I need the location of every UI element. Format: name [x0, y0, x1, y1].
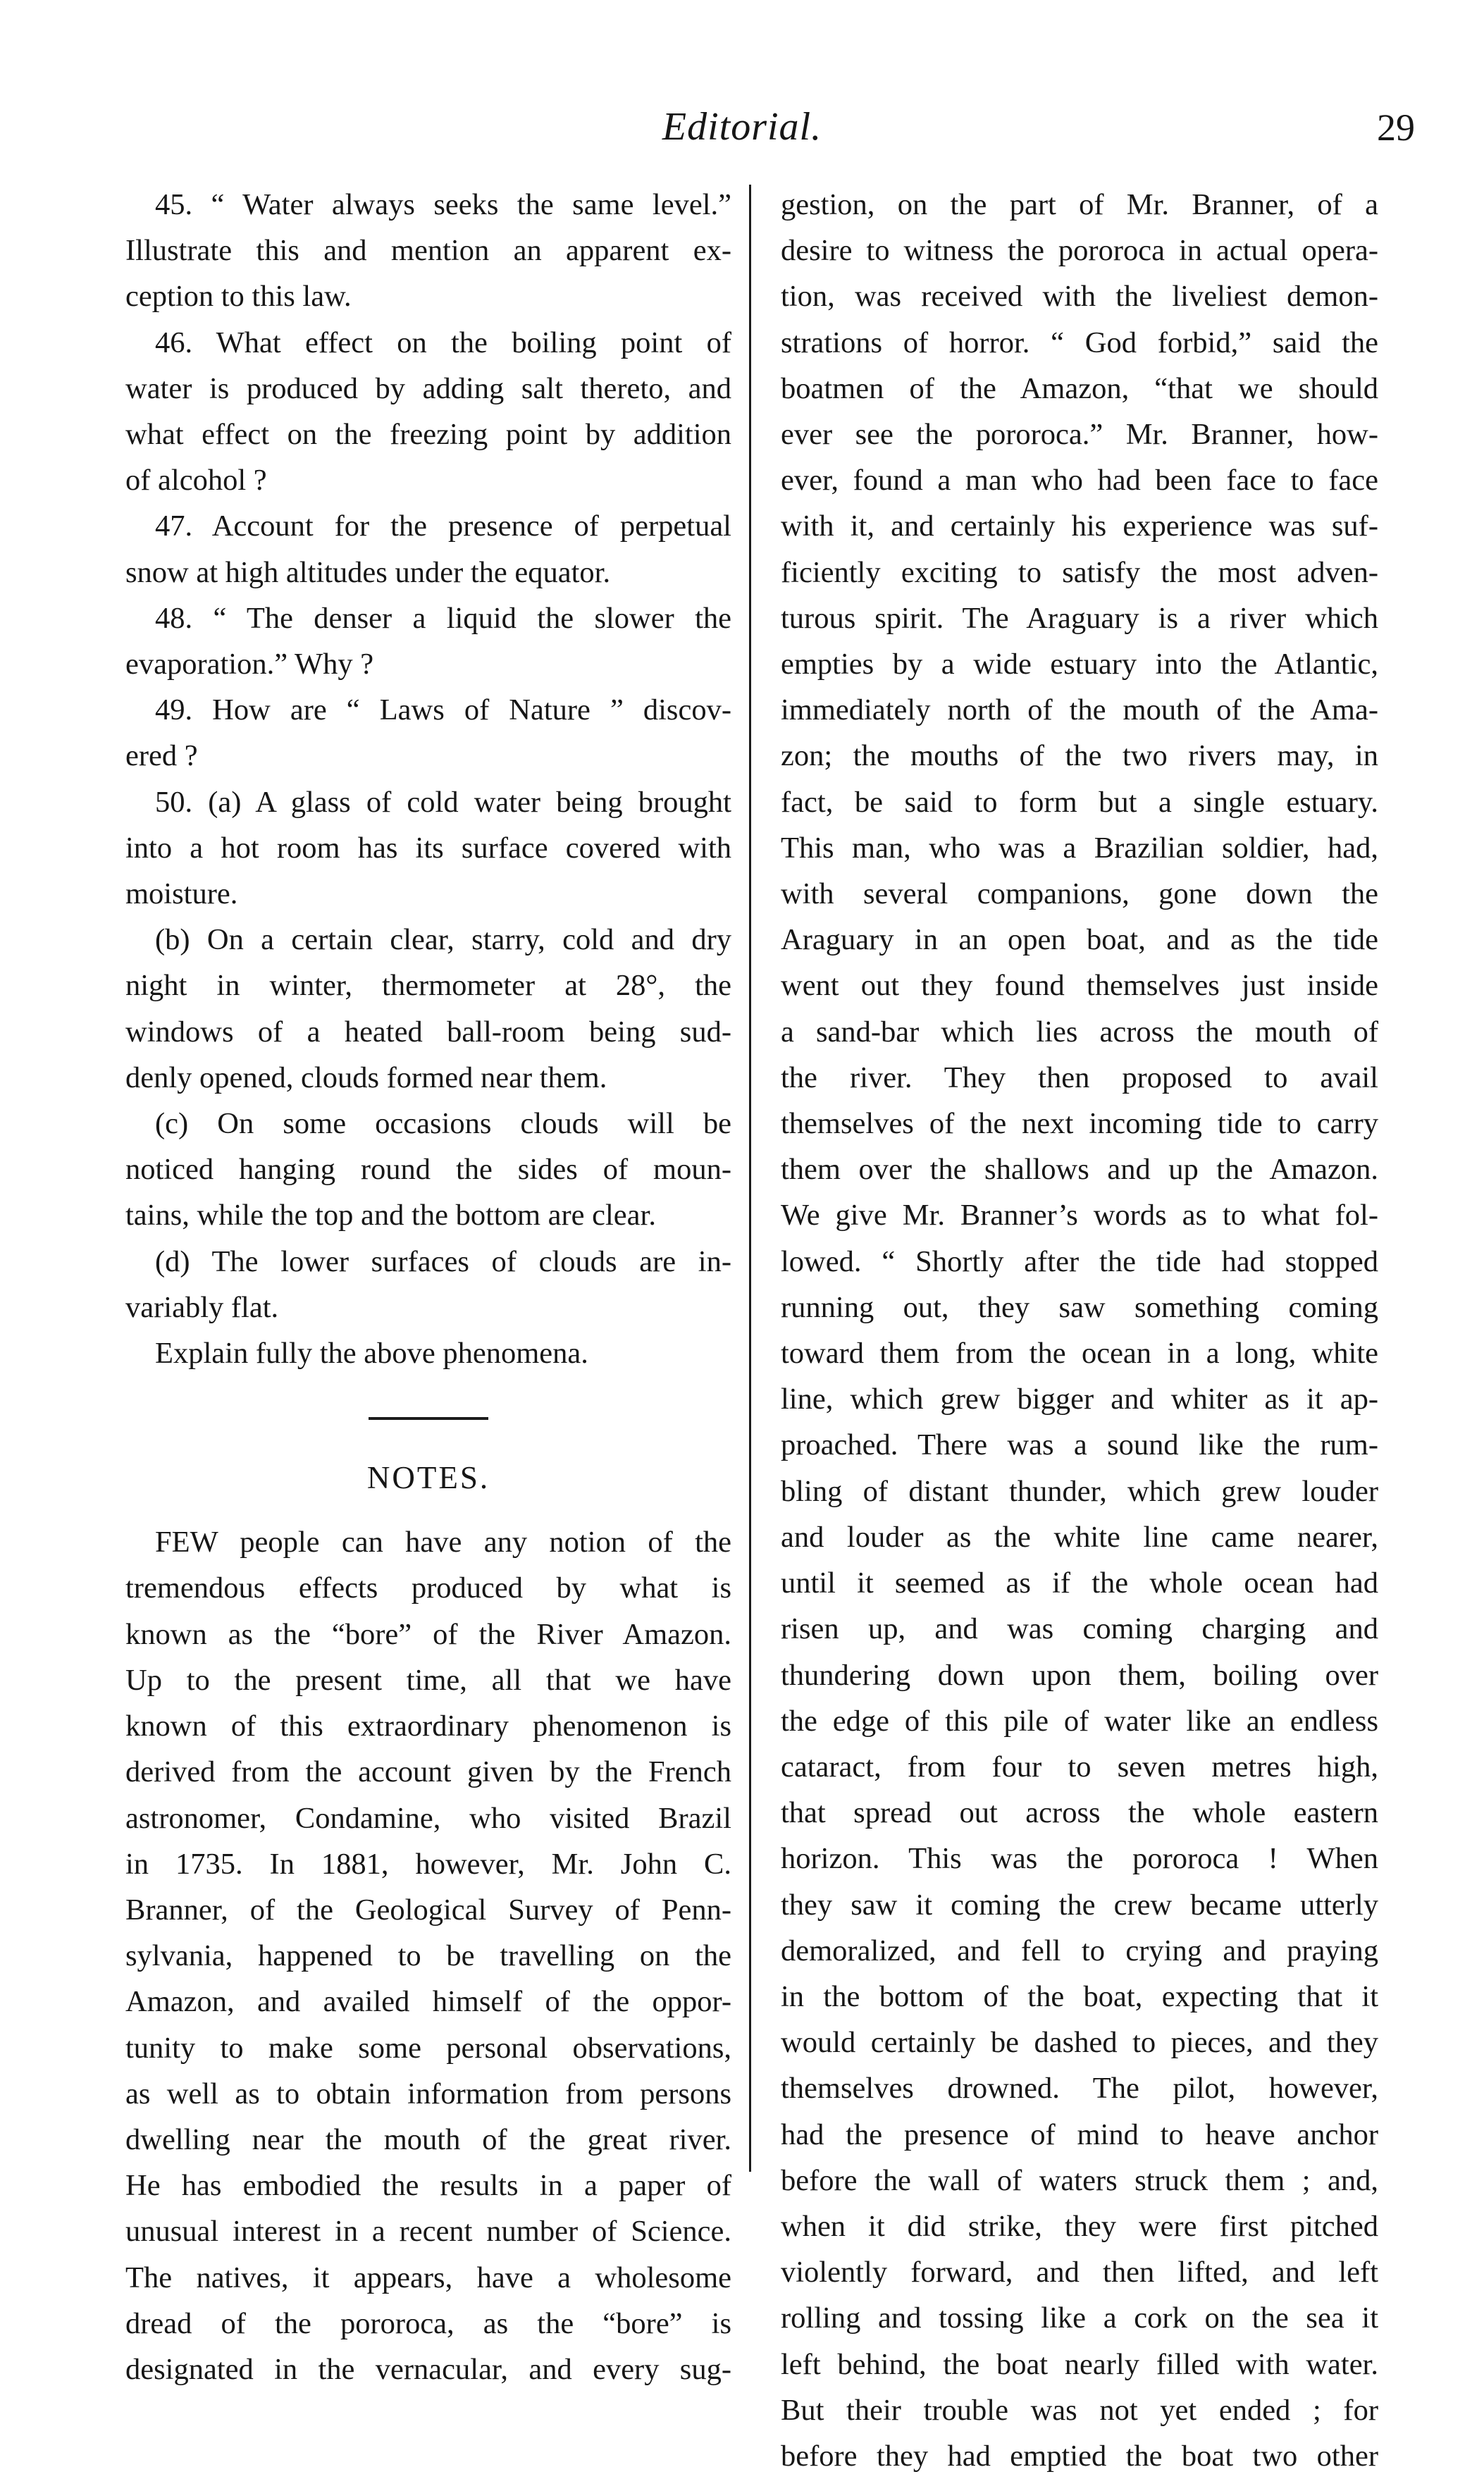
page-number: 29	[1377, 106, 1415, 149]
text-line: designated in the vernacular, and every sug-	[125, 2352, 731, 2386]
text-line: demoralized, and fell to crying and praying	[781, 1934, 1378, 1967]
notes-heading: NOTES.	[366, 1460, 490, 1496]
text-line: they saw it coming the crew became utterly	[781, 1888, 1378, 1922]
text-line: before they had emptied the boat two other	[781, 2439, 1378, 2473]
text-line: ception to this law.	[125, 280, 352, 314]
text-line: left behind, the boat nearly filled with water.	[781, 2347, 1378, 2381]
text-line: dread of the pororoca, as the “bore” is	[125, 2306, 731, 2340]
text-line: boatmen of the Amazon, “that we should	[781, 371, 1378, 405]
text-line: tremendous effects produced by what is	[125, 1571, 731, 1605]
text-line: immediately north of the mouth of the Ama-	[781, 693, 1378, 727]
text-line: went out they found themselves just inside	[781, 969, 1378, 1003]
text-line: ever see the pororoca.” Mr. Branner, how-	[781, 418, 1378, 452]
text-line: horizon. This was the pororoca ! When	[781, 1842, 1378, 1876]
text-line: rolling and tossing like a cork on the sea it	[781, 2301, 1378, 2335]
text-line: toward them from the ocean in a long, white	[781, 1337, 1378, 1371]
text-line: of alcohol ?	[125, 464, 267, 497]
text-line: tion, was received with the liveliest demon-	[781, 280, 1378, 314]
notes-text-right	[781, 182, 1378, 2479]
text-line: snow at high altitudes under the equator.	[125, 555, 611, 589]
text-line: in 1735. In 1881, however, Mr. John C.	[125, 1847, 731, 1881]
text-line: empties by a wide estuary into the Atlantic,	[781, 648, 1378, 681]
text-line: a sand-bar which lies across the mouth of	[781, 1015, 1378, 1049]
text-line: Araguary in an open boat, and as the tide	[781, 923, 1378, 957]
text-line: astronomer, Condamine, who visited Brazil	[125, 1801, 731, 1835]
text-line: desire to witness the pororoca in actual opera-	[781, 234, 1378, 268]
text-line: 49. How are “ Laws of Nature ” discov-	[155, 693, 731, 727]
text-line: 48. “ The denser a liquid the slower the	[155, 601, 731, 635]
text-line: Branner, of the Geological Survey of Penn-	[125, 1893, 731, 1927]
text-line: The natives, it appears, have a wholesome	[125, 2261, 731, 2294]
section-divider	[369, 1417, 488, 1420]
text-line: variably flat.	[125, 1290, 279, 1324]
text-line: and louder as the white line came nearer,	[781, 1520, 1378, 1554]
text-line: ered ?	[125, 739, 198, 773]
text-line: that spread out across the whole eastern	[781, 1796, 1378, 1830]
text-line: into a hot room has its surface covered with	[125, 831, 731, 865]
text-line: what effect on the freezing point by addition	[125, 418, 731, 452]
text-line: sylvania, happened to be travelling on the	[125, 1939, 731, 1973]
text-line: running out, they saw something coming	[781, 1290, 1378, 1324]
text-line: night in winter, thermometer at 28°, the	[125, 969, 731, 1003]
text-line: Up to the present time, all that we have	[125, 1663, 731, 1697]
text-line: Explain fully the above phenomena.	[155, 1337, 588, 1371]
text-line: ficiently exciting to satisfy the most adven-	[781, 555, 1378, 589]
text-line: Amazon, and availed himself of the oppor-	[125, 1985, 731, 2019]
text-line: line, which grew bigger and whiter as it ap-	[781, 1383, 1378, 1416]
text-line: (b) On a certain clear, starry, cold and dry	[155, 923, 731, 957]
text-line: bling of distant thunder, which grew louder	[781, 1474, 1378, 1508]
text-line: proached. There was a sound like the rum-	[781, 1428, 1378, 1462]
text-line: gestion, on the part of Mr. Branner, of a	[781, 188, 1378, 221]
running-head-title: Editorial.	[662, 105, 822, 149]
text-line: He has embodied the results in a paper of	[125, 2169, 731, 2203]
text-line: dwelling near the mouth of the great river.	[125, 2122, 731, 2156]
text-line: moisture.	[125, 877, 238, 911]
text-line: thundering down upon them, boiling over	[781, 1658, 1378, 1692]
text-line: (c) On some occasions clouds will be	[155, 1107, 731, 1141]
text-line: water is produced by adding salt thereto, and	[125, 371, 731, 405]
text-line: violently forward, and then lifted, and left	[781, 2256, 1378, 2289]
left-column	[125, 182, 731, 2392]
text-line: noticed hanging round the sides of moun-	[125, 1153, 731, 1187]
text-line: known as the “bore” of the River Amazon.	[125, 1617, 731, 1651]
text-line: when it did strike, they were first pitched	[781, 2209, 1378, 2243]
text-line: turous spirit. The Araguary is a river which	[781, 601, 1378, 635]
text-line: until it seemed as if the whole ocean had	[781, 1566, 1378, 1600]
text-line: before the wall of waters struck them ; and,	[781, 2163, 1378, 2197]
text-line: with several companions, gone down the	[781, 877, 1378, 911]
text-line: would certainly be dashed to pieces, and they	[781, 2026, 1378, 2060]
text-line: 46. What effect on the boiling point of	[155, 326, 731, 359]
column-rule	[749, 185, 751, 2172]
text-line: tunity to make some personal observations,	[125, 2031, 731, 2065]
text-line: derived from the account given by the French	[125, 1755, 731, 1789]
text-line: themselves drowned. The pilot, however,	[781, 2072, 1378, 2106]
text-line: This man, who was a Brazilian soldier, had,	[781, 831, 1378, 865]
text-line: unusual interest in a recent number of Science.	[125, 2215, 731, 2249]
text-line: But their trouble was not yet ended ; for	[781, 2393, 1378, 2427]
text-line: denly opened, clouds formed near them.	[125, 1061, 607, 1094]
text-line: them over the shallows and up the Amazon.	[781, 1153, 1378, 1187]
text-line: risen up, and was coming charging and	[781, 1612, 1378, 1646]
text-line: tains, while the top and the bottom are clear.	[125, 1199, 656, 1232]
text-line: in the bottom of the boat, expecting that it	[781, 1979, 1378, 2013]
text-line: lowed. “ Shortly after the tide had stopped	[781, 1244, 1378, 1278]
text-line: evaporation.” Why ?	[125, 648, 374, 681]
text-line: Illustrate this and mention an apparent ex-	[125, 234, 731, 268]
text-line: the river. They then proposed to avail	[781, 1061, 1378, 1094]
text-line: (d) The lower surfaces of clouds are in-	[155, 1244, 731, 1278]
text-line: FEW people can have any notion of the	[155, 1526, 731, 1559]
text-line: themselves of the next incoming tide to carry	[781, 1107, 1378, 1141]
text-line: cataract, from four to seven metres high,	[781, 1750, 1378, 1783]
text-line: with it, and certainly his experience was suf-	[781, 509, 1378, 543]
text-line: windows of a heated ball-room being sud-	[125, 1015, 731, 1049]
text-line: ever, found a man who had been face to face	[781, 464, 1378, 497]
text-line: the edge of this pile of water like an endless	[781, 1704, 1378, 1738]
text-line: zon; the mouths of the two rivers may, in	[781, 739, 1378, 773]
text-line: 47. Account for the presence of perpetual	[155, 509, 731, 543]
text-line: fact, be said to form but a single estuary.	[781, 785, 1378, 819]
text-line: 45. “ Water always seeks the same level.”	[155, 188, 731, 221]
exam-questions	[125, 182, 731, 1376]
text-line: 50. (a) A glass of cold water being brought	[155, 785, 731, 819]
notes-text-left	[125, 1519, 731, 2392]
text-line: had the presence of mind to heave anchor	[781, 2118, 1378, 2151]
text-line: strations of horror. “ God forbid,” said the	[781, 326, 1378, 359]
text-line: known of this extraordinary phenomenon is	[125, 1710, 731, 1743]
right-column	[781, 182, 1378, 2479]
text-line: as well as to obtain information from persons	[125, 2077, 731, 2110]
text-line: We give Mr. Branner’s words as to what fol-	[781, 1199, 1378, 1232]
